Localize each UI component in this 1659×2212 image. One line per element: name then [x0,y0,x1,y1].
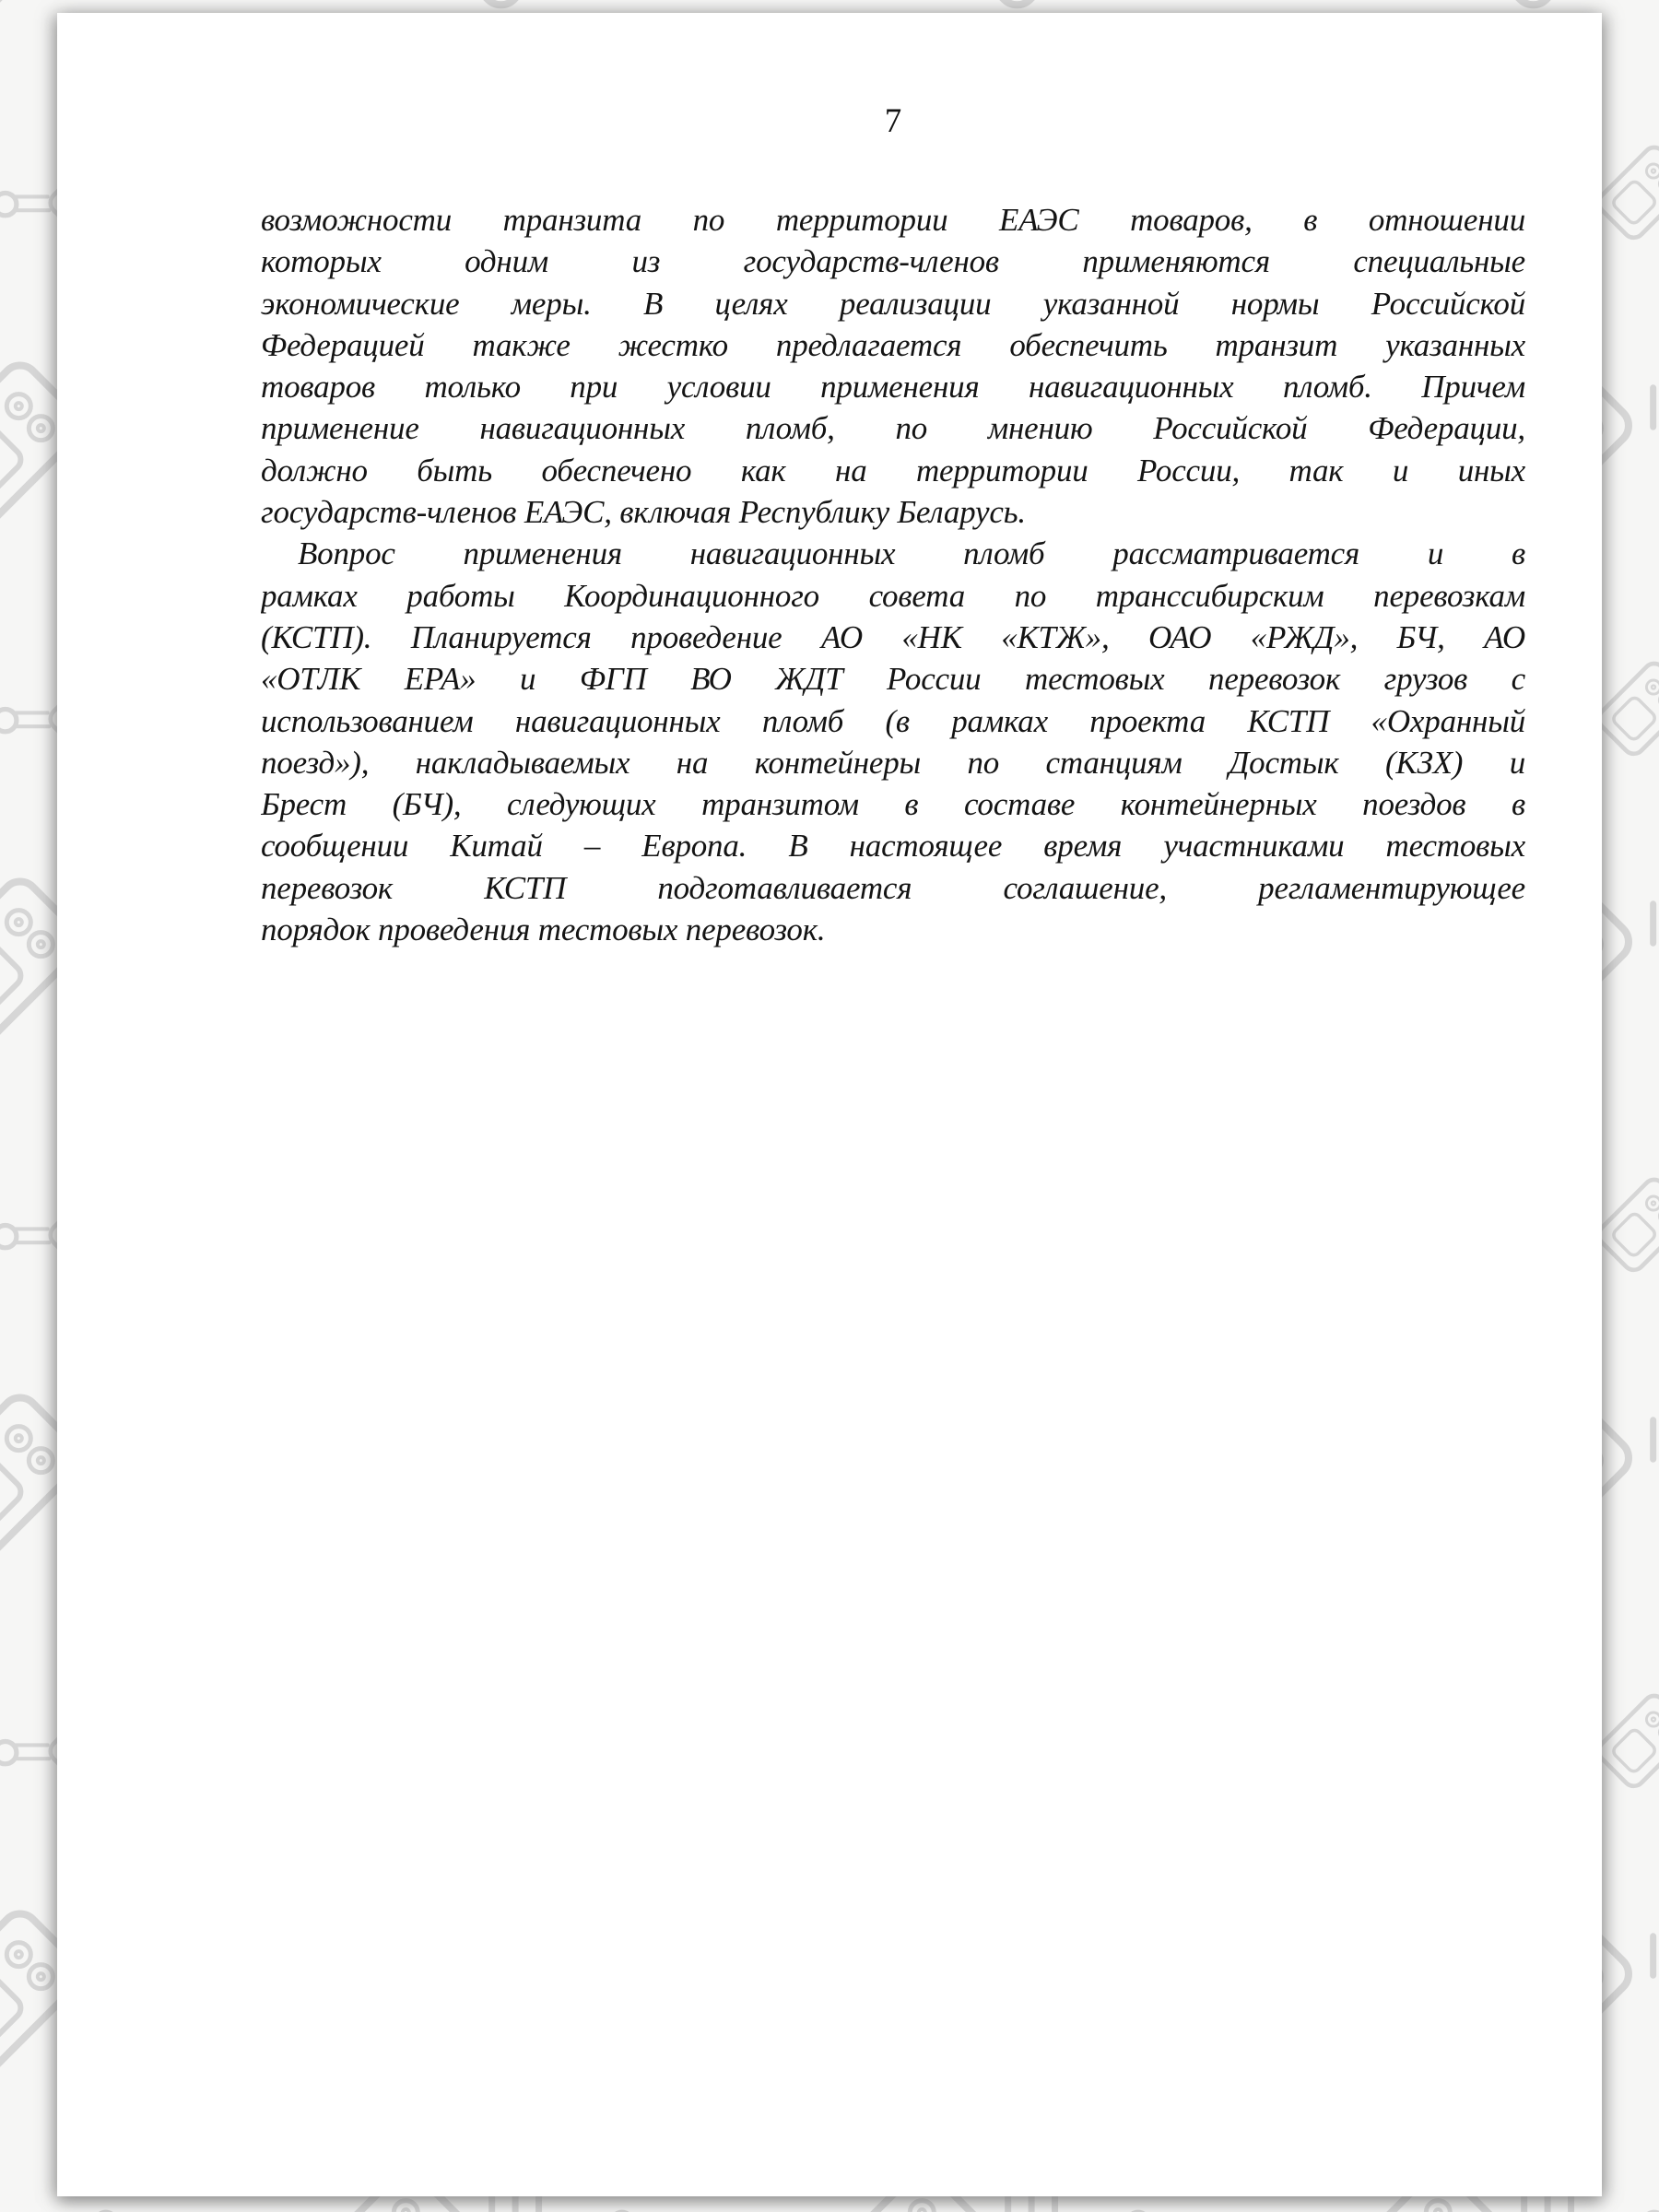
paragraph [261,533,1525,950]
text-line: использованием навигационных пломб (в рамках проекта КСТП «Охранный [261,702,1525,739]
text-line: государств-членов ЕАЭС, включая Республику Беларусь. [261,494,1026,531]
paragraph [261,199,1525,533]
text-line: перевозок КСТП подготавливается соглашение, регламентирующее [261,869,1525,906]
text-line: рамках работы Координационного совета по транссибирским перевозкам [261,577,1525,614]
text-line: сообщении Китай – Европа. В настоящее время участниками тестовых [261,828,1525,865]
text-line: (КСТП). Планируется проведение АО «НК «КТЖ», ОАО «РЖД», БЧ, АО [261,618,1525,655]
text-line: экономические меры. В целях реализации указанной нормы Российской [261,285,1525,322]
text-line: поезд»), накладываемых на контейнеры по станциям Достык (КЗХ) и [261,744,1525,781]
text-line: возможности транзита по территории ЕАЭС товаров, в отношении [261,202,1525,238]
text-line: порядок проведения тестовых перевозок. [261,912,826,948]
text-line: применение навигационных пломб, по мнению Российской Федерации, [261,410,1525,447]
text-line: Брест (БЧ), следующих транзитом в составе контейнерных поездов в [261,786,1525,823]
text-line: должно быть обеспечено как на территории России, так и иных [261,452,1525,488]
text-line: Федерацией также жестко предлагается обеспечить транзит указанных [261,326,1525,363]
page-content [261,103,1525,950]
page-number: 7 [884,102,902,140]
document-body [261,199,1525,950]
text-line: которых одним из государств-членов применяются специальные [261,243,1525,280]
text-line: товаров только при условии применения навигационных пломб. Причем [261,369,1525,406]
text-line: Вопрос применения навигационных пломб рассматривается и в [298,535,1525,572]
document-page [57,13,1602,2196]
text-line: «ОТЛК ЕРА» и ФГП ВО ЖДТ России тестовых перевозок грузов с [261,661,1525,698]
